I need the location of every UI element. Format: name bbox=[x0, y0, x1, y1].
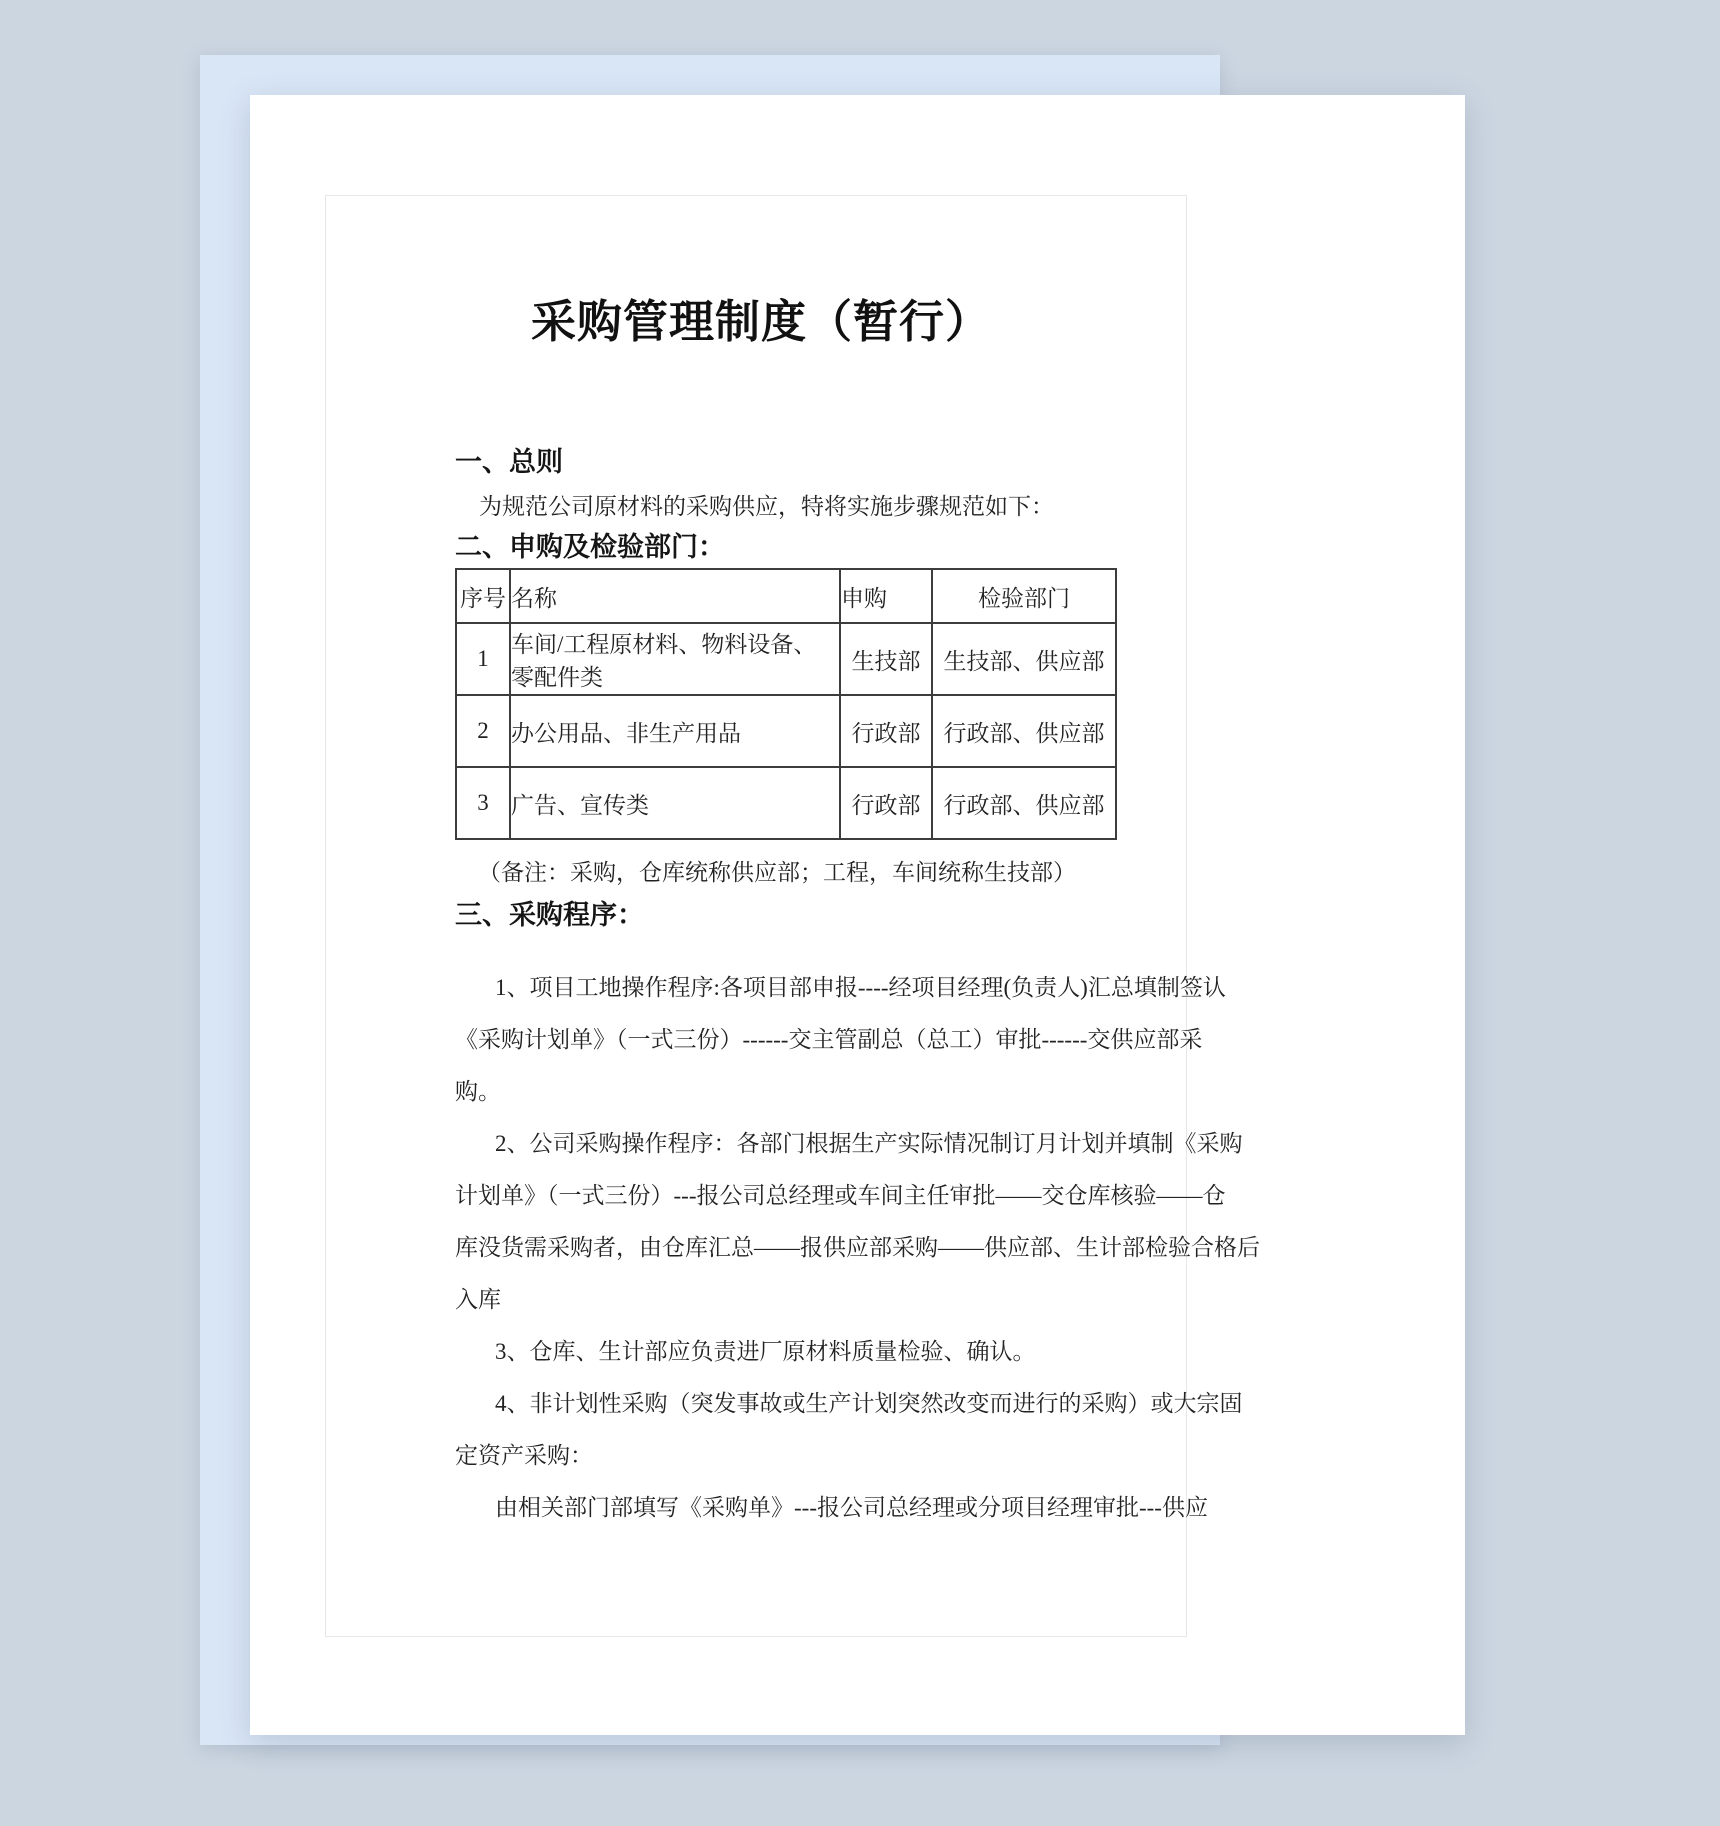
cell-index: 3 bbox=[456, 767, 510, 839]
table-note: （备注：采购，仓库统称供应部；工程，车间统称生技部） bbox=[478, 860, 1076, 885]
procedure-line: 入库 bbox=[455, 1287, 501, 1312]
section-heading-general: 一、总则 bbox=[455, 447, 563, 477]
cell-name: 广告、宣传类 bbox=[510, 767, 840, 839]
procedure-line: 定资产采购： bbox=[455, 1443, 593, 1468]
cell-inspection: 生技部、供应部 bbox=[932, 623, 1116, 695]
cell-inspection: 行政部、供应部 bbox=[932, 695, 1116, 767]
procedure-line: 由相关部门部填写《采购单》---报公司总经理或分项目经理审批---供应 bbox=[495, 1495, 1208, 1520]
procedure-line: 计划单》（一式三份）---报公司总经理或车间主任审批——交仓库核验——仓 bbox=[455, 1183, 1226, 1208]
intro-paragraph: 为规范公司原材料的采购供应，特将实施步骤规范如下： bbox=[479, 494, 1054, 519]
procedure-line: 2、公司采购操作程序：各部门根据生产实际情况制订月计划并填制《采购 bbox=[495, 1131, 1243, 1156]
document-content bbox=[455, 290, 1260, 1534]
header-cell-requisition: 申购 bbox=[840, 569, 932, 623]
header-cell-name: 名称 bbox=[510, 569, 840, 623]
procedure-line: 库没货需采购者，由仓库汇总——报供应部采购——供应部、生计部检验合格后 bbox=[455, 1235, 1260, 1260]
cell-name: 办公用品、非生产用品 bbox=[510, 695, 840, 767]
cell-requisition: 生技部 bbox=[840, 623, 932, 695]
cell-requisition: 行政部 bbox=[840, 695, 932, 767]
cell-name: 车间/工程原材料、物料设备、零配件类 bbox=[510, 623, 840, 695]
header-cell-index: 序号 bbox=[456, 569, 510, 623]
cell-index: 1 bbox=[456, 623, 510, 695]
section-heading-procedure: 三、采购程序： bbox=[455, 900, 644, 930]
procedure-line: 4、非计划性采购（突发事故或生产计划突然改变而进行的采购）或大宗固 bbox=[495, 1391, 1243, 1416]
section-heading-departments: 二、申购及检验部门： bbox=[455, 532, 725, 562]
document-page bbox=[250, 95, 1465, 1735]
procedure-line: 1、项目工地操作程序:各项目部申报----经项目经理(负责人)汇总填制签认 bbox=[495, 975, 1226, 1000]
procedure-line: 购。 bbox=[455, 1079, 501, 1104]
document-title: 采购管理制度（暂行） bbox=[530, 297, 991, 347]
table-row bbox=[456, 767, 1116, 839]
departments-table bbox=[455, 568, 1117, 840]
header-cell-inspection: 检验部门 bbox=[932, 569, 1116, 623]
procedure-lines bbox=[455, 962, 1260, 1534]
cell-inspection: 行政部、供应部 bbox=[932, 767, 1116, 839]
cell-index: 2 bbox=[456, 695, 510, 767]
table-header-row bbox=[456, 569, 1116, 623]
procedure-line: 《采购计划单》（一式三份）------交主管副总（总工）审批------交供应部采 bbox=[455, 1027, 1203, 1052]
table-row bbox=[456, 695, 1116, 767]
cell-requisition: 行政部 bbox=[840, 767, 932, 839]
table-row bbox=[456, 623, 1116, 695]
procedure-line: 3、仓库、生计部应负责进厂原材料质量检验、确认。 bbox=[495, 1339, 1036, 1364]
